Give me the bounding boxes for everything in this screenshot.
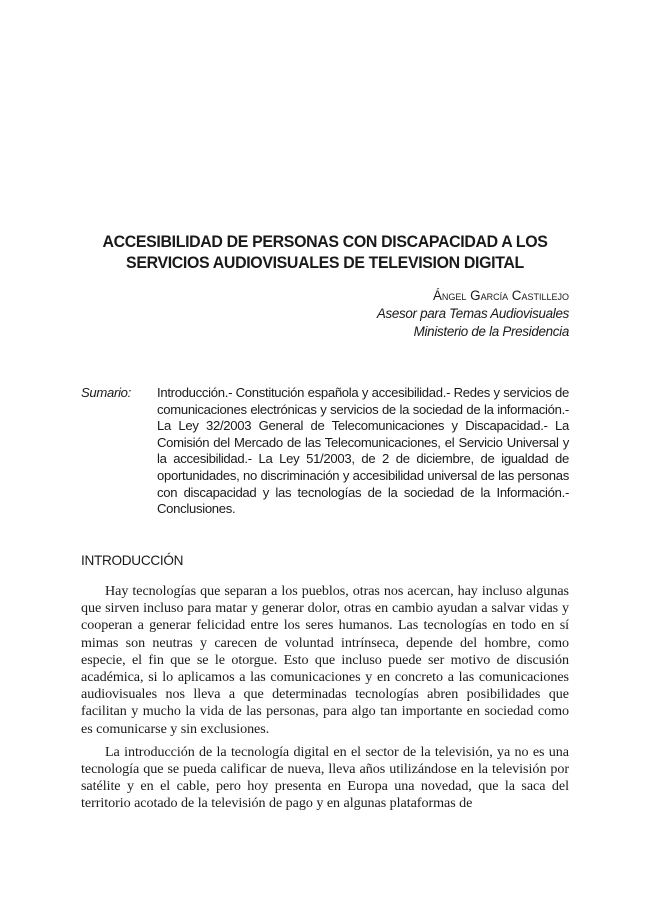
- author-organization: Ministerio de la Presidencia: [413, 324, 569, 339]
- author-name: Ángel García Castillejo: [433, 288, 569, 303]
- summary-text: Introducción.- Constitución española y accesibilidad.- Redes y servicios de comunicaciones electrónicas y servicios de la sociedad de la información.- La Ley 32/2003 General de Telecomunicaciones y Discapacidad.- La Comisión del Mercado de las Telecomunicaciones, el Servicio Universal y la accesibilidad.- La Ley 51/2003, de 2 de diciembre, de igualdad de oportunidades, no discriminación y accesibilidad universal de las personas con discapacidad y las tecnologías de la sociedad de la Información.- Conclusiones.: [157, 385, 569, 517]
- body-text: [81, 583, 569, 819]
- title-line-1: ACCESIBILIDAD DE PERSONAS CON DISCAPACIDAD A LOS: [102, 233, 548, 251]
- section-heading: INTRODUCCIÓN: [81, 553, 184, 568]
- paragraph: Hay tecnologías que separan a los pueblos, otras nos acercan, hay incluso algunas que sirven incluso para matar y generar dolor, otras en cambio ayudan a salvar vidas y cooperan a generar felicidad entre los seres humanos. Las tecnologías en todo en sí mimas son neutras y carecen de voluntad intrínseca, depende del hombre, como especie, el fin que se le otorgue. Esto que incluso puede ser motivo de discusión académica, si lo aplicamos a las comunicaciones y en concreto a las comunicaciones audiovisuales nos lleva a que determinadas tecnologías abren posibilidades que facilitan y mucho la vida de las personas, para algo tan importante en sociedad como es comunicarse y sin exclusiones.: [81, 583, 569, 737]
- summary-label: Sumario:: [81, 385, 131, 400]
- paragraph: La introducción de la tecnología digital en el sector de la televisión, ya no es una tecnología que se pueda calificar de nueva, lleva años utilizándose en la televisión por satélite y en el cable, pero hoy presenta en Europa una novedad, que la saca del territorio acotado de la televisión de pago y en algunas plataformas de: [81, 743, 569, 812]
- document-title: [68, 232, 582, 274]
- author-role: Asesor para Temas Audiovisuales: [376, 306, 569, 321]
- author-block: [249, 287, 569, 341]
- title-line-2: SERVICIOS AUDIOVISUALES DE TELEVISION DIGITAL: [126, 254, 524, 272]
